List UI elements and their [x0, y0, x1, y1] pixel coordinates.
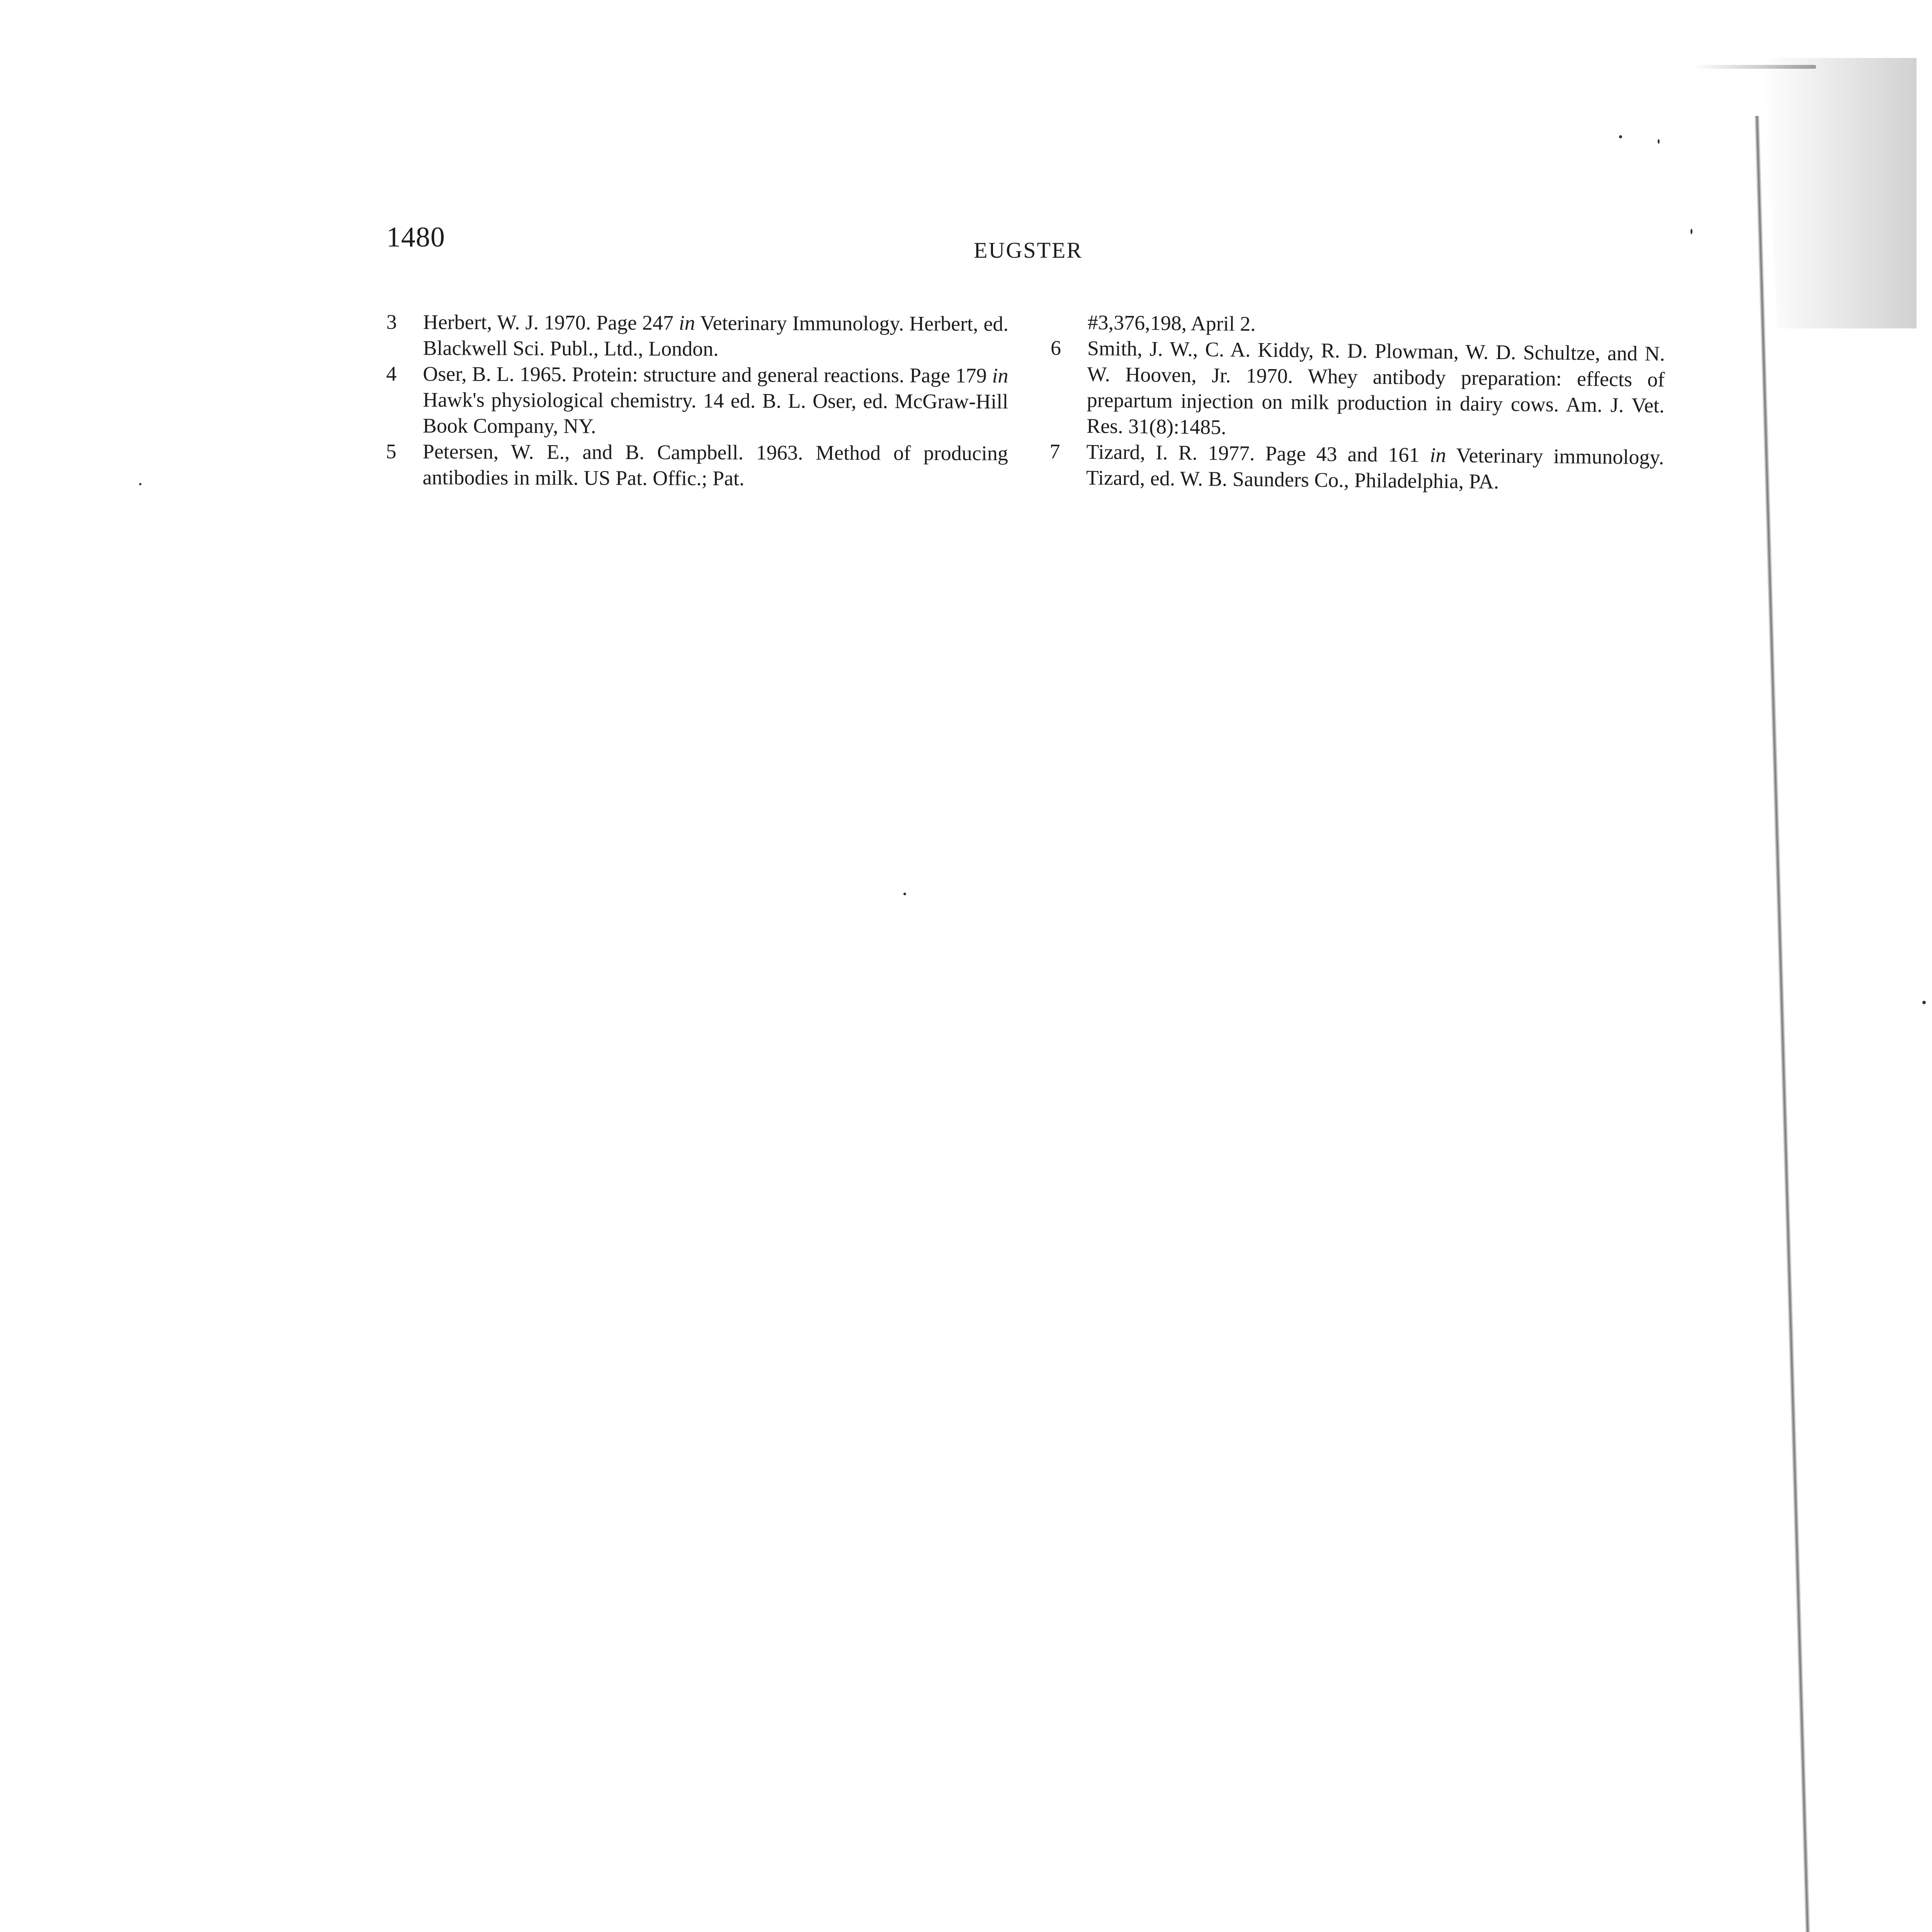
scan-speck: [1690, 229, 1692, 234]
page-edge-line: [1754, 116, 1820, 1932]
reference-number: 3: [386, 310, 397, 334]
reference-item: 7 Tizard, I. R. 1977. Page 43 and 161 in Veterinary immunology. Tizard, ed. W. B. Saunders Co., Philadelphia, PA.: [1045, 439, 1664, 496]
reference-number: 4: [386, 362, 397, 386]
reference-item: 3 Herbert, W. J. 1970. Page 247 in Veterinary Immunology. Herbert, ed. Blackwell Sci. Publ., Ltd., London.: [383, 309, 1009, 363]
reference-number: 5: [386, 440, 396, 463]
scan-speck: [1619, 135, 1622, 138]
page-edge-shadow: [1762, 58, 1917, 328]
references-left-column: [382, 309, 1009, 492]
reference-number: 6: [1050, 336, 1061, 360]
page-number: 1480: [386, 221, 445, 253]
scan-speck: [1922, 1001, 1926, 1004]
reference-continuation: #3,376,198, April 2.: [1087, 311, 1256, 336]
reference-number: 7: [1049, 440, 1060, 463]
scan-speck: [1658, 139, 1660, 144]
reference-item: 4 Oser, B. L. 1965. Protein: structure and general reactions. Page 179 in Hawk's physiological chemistry. 14 ed. B. L. Oser, ed. McGraw-Hill Book Company, NY.: [382, 361, 1009, 440]
running-head: EUGSTER: [974, 238, 1083, 263]
reference-item: 6 Smith, J. W., C. A. Kiddy, R. D. Plowman, W. D. Schultze, and N. W. Hooven, Jr. 1970. Whey antibody preparation: effects of prepartum injection on milk production in dairy cows. Am. J. Vet. Res. 31(8):1485.: [1046, 335, 1665, 444]
scan-speck: [139, 483, 141, 485]
reference-item: 5 Petersen, W. E., and B. Campbell. 1963. Method of producing antibodies in milk. US Pat. Offic.; Pat.: [382, 439, 1008, 492]
references-right-column: [1045, 309, 1665, 496]
scan-speck: [903, 893, 906, 895]
scan-smudge: [1692, 65, 1816, 69]
